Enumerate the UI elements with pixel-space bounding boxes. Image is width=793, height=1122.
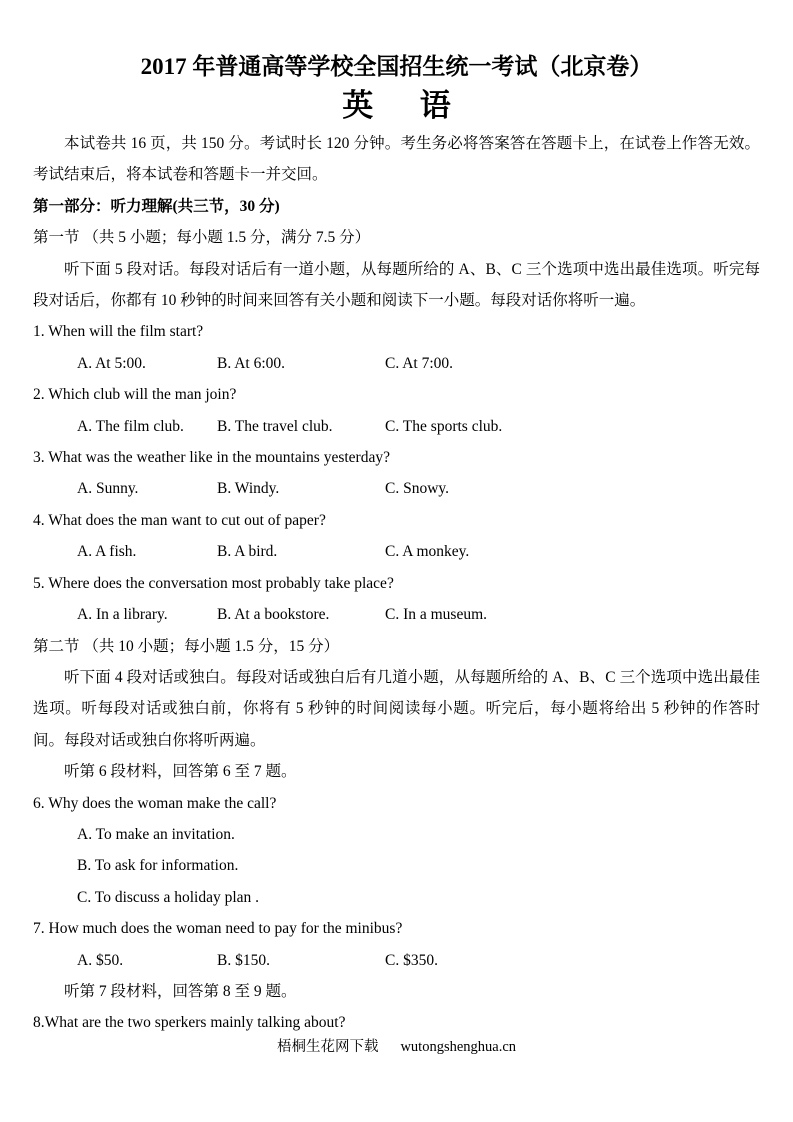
question-8: 8.What are the two sperkers mainly talking about? bbox=[33, 1014, 346, 1032]
option-b: B. $150. bbox=[217, 951, 270, 969]
section2-instructions: 听下面 4 段对话或独白。每段对话或独白后有几道小题，从每题所给的 A、B、C 三个选项中选出最佳选项。听每段对话或独白前，你将有 5 秒钟的时间阅读每小题。听完后，每小题将给出 5 秒钟的作答时间。每段对话或独白你将听两遍。 bbox=[33, 668, 760, 749]
part1-heading: 第一部分：听力理解(共三节，30 分) bbox=[33, 197, 280, 215]
option-c: C. At 7:00. bbox=[385, 354, 454, 372]
option-b: B. Windy. bbox=[217, 480, 280, 498]
section1-heading: 第一节 （共 5 小题；每小题 1.5 分，满分 7.5 分） bbox=[33, 229, 371, 247]
question-1-options bbox=[33, 348, 760, 379]
question-3-options bbox=[33, 473, 760, 504]
option-c: C. Snowy. bbox=[385, 480, 450, 498]
material-7-prompt: 听第 7 段材料，回答第 8 至 9 题。 bbox=[64, 982, 297, 1000]
section1-instructions: 听下面 5 段对话。每段对话后有一道小题，从每题所给的 A、B、C 三个选项中选出最佳选项。听完每段对话后，你都有 10 秒钟的时间来回答有关小题和阅读下一小题。每段对话你将听一遍。 bbox=[33, 260, 760, 310]
option-c: C. In a museum. bbox=[385, 606, 488, 624]
option-a: A. At 5:00. bbox=[77, 354, 146, 372]
option-a: A. A fish. bbox=[77, 543, 137, 561]
option-c: C. $350. bbox=[385, 951, 438, 969]
question-6-option-b: B. To ask for information. bbox=[77, 857, 239, 875]
question-5-options bbox=[33, 599, 760, 630]
question-6: 6. Why does the woman make the call? bbox=[33, 794, 277, 812]
question-3: 3. What was the weather like in the mountains yesterday? bbox=[33, 449, 390, 467]
page-title: 2017 年普通高等学校全国招生统一考试（北京卷） bbox=[140, 54, 653, 79]
option-a: A. $50. bbox=[77, 951, 124, 969]
option-a: A. Sunny. bbox=[77, 480, 139, 498]
question-5: 5. Where does the conversation most probably take place? bbox=[33, 574, 394, 592]
option-b: B. A bird. bbox=[217, 543, 278, 561]
question-6-option-c: C. To discuss a holiday plan . bbox=[77, 888, 260, 906]
option-a: A. The film club. bbox=[77, 417, 184, 435]
exam-intro-paragraph: 本试卷共 16 页，共 150 分。考试时长 120 分钟。考生务必将答案答在答题卡上，在试卷上作答无效。考试结束后，将本试卷和答题卡一并交回。 bbox=[33, 135, 760, 184]
footer-site-url: wutongshenghua.cn bbox=[400, 1039, 517, 1055]
material-6-prompt: 听第 6 段材料，回答第 6 至 7 题。 bbox=[64, 763, 297, 781]
question-7: 7. How much does the woman need to pay for the minibus? bbox=[33, 920, 403, 938]
option-a: A. In a library. bbox=[77, 606, 168, 624]
question-2: 2. Which club will the man join? bbox=[33, 386, 237, 404]
question-2-options bbox=[33, 411, 760, 442]
page-footer bbox=[0, 1038, 793, 1056]
question-4: 4. What does the man want to cut out of paper? bbox=[33, 511, 326, 529]
question-1: 1. When will the film start? bbox=[33, 323, 204, 341]
section2-heading: 第二节 （共 10 小题；每小题 1.5 分，15 分） bbox=[33, 637, 340, 655]
option-b: B. At a bookstore. bbox=[217, 606, 330, 624]
subject-title: 英 语 bbox=[342, 88, 451, 123]
option-b: B. The travel club. bbox=[217, 417, 333, 435]
question-4-options bbox=[33, 536, 760, 567]
option-c: C. A monkey. bbox=[385, 543, 470, 561]
question-6-option-a: A. To make an invitation. bbox=[77, 825, 235, 843]
option-b: B. At 6:00. bbox=[217, 354, 286, 372]
question-7-options bbox=[33, 945, 760, 976]
option-c: C. The sports club. bbox=[385, 417, 503, 435]
footer-site-name: 梧桐生花网下载 bbox=[276, 1039, 379, 1055]
